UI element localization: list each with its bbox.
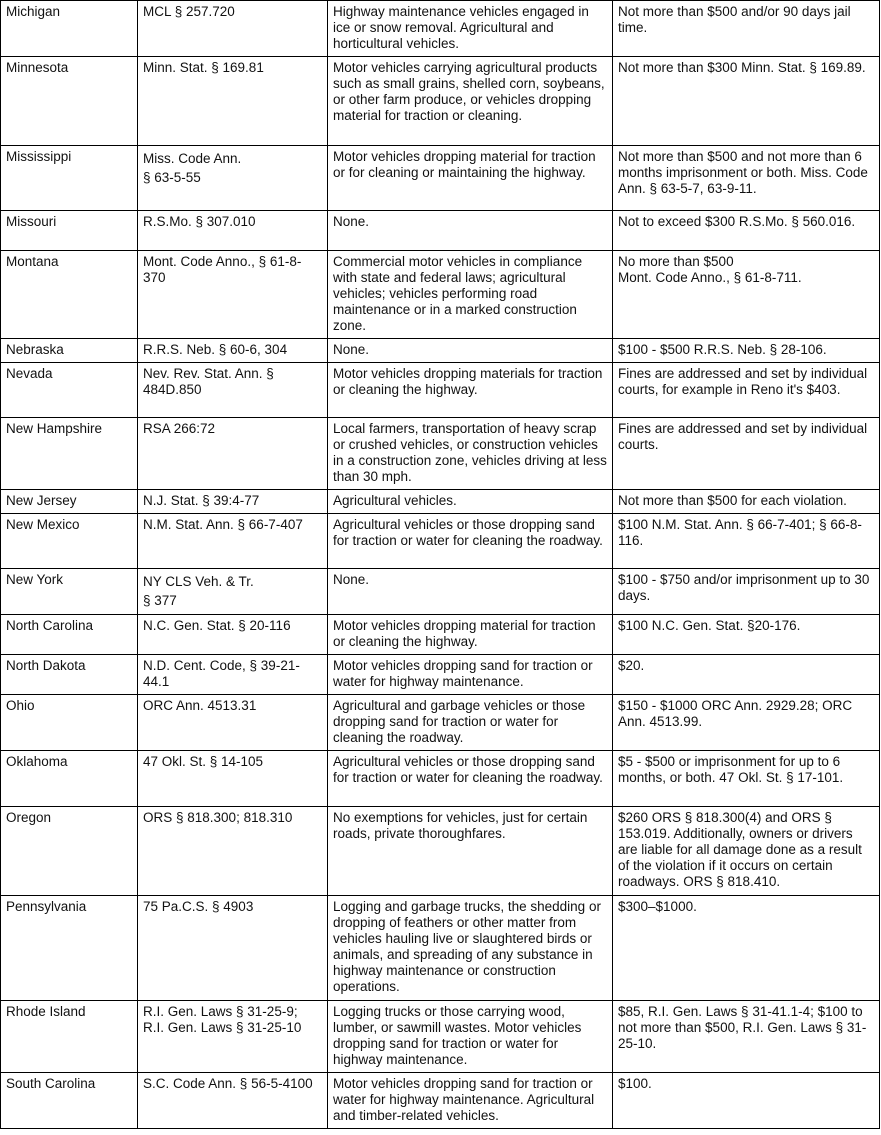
statute-cell: N.M. Stat. Ann. § 66-7-407 [138,514,328,569]
table-row [1,339,880,363]
state-cell: Missouri [1,211,138,251]
statute-cell: N.D. Cent. Code, § 39-21-44.1 [138,655,328,695]
exemptions-cell: Motor vehicles dropping materials for traction or cleaning the highway. [328,363,613,418]
statute-cell: R.S.Mo. § 307.010 [138,211,328,251]
statute-cell: S.C. Code Ann. § 56-5-4100 [138,1073,328,1129]
statute-cell: N.C. Gen. Stat. § 20-116 [138,615,328,655]
table-row [1,569,880,615]
penalty-cell: $150 - $1000 ORC Ann. 2929.28; ORC Ann. 4513.99. [613,695,880,751]
statute-cell: Nev. Rev. Stat. Ann. § 484D.850 [138,363,328,418]
table-row [1,1001,880,1073]
exemptions-cell: No exemptions for vehicles, just for certain roads, private thoroughfares. [328,807,613,896]
penalty-cell: $100 N.M. Stat. Ann. § 66-7-401; § 66-8-116. [613,514,880,569]
statute-cell: Mont. Code Anno., § 61-8-370 [138,251,328,339]
penalty-cell: No more than $500 Mont. Code Anno., § 61-8-711. [613,251,880,339]
exemptions-cell: Agricultural and garbage vehicles or those dropping sand for traction or water for cleaning the roadway. [328,695,613,751]
exemptions-cell: Motor vehicles dropping material for traction or cleaning the highway. [328,615,613,655]
table-row [1,363,880,418]
statute-cell: 47 Okl. St. § 14-105 [138,751,328,807]
table-row [1,490,880,514]
penalty-cell: Fines are addressed and set by individual courts. [613,418,880,490]
exemptions-cell: Logging trucks or those carrying wood, lumber, or sawmill wastes. Motor vehicles dropping sand for traction or water for highway maintenance. [328,1001,613,1073]
statute-cell: RSA 266:72 [138,418,328,490]
penalty-cell: Not more than $500 and/or 90 days jail time. [613,1,880,57]
state-cell: New Jersey [1,490,138,514]
penalty-cell: $100. [613,1073,880,1129]
penalty-cell: $85, R.I. Gen. Laws § 31-41.1-4; $100 to not more than $500, R.I. Gen. Laws § 31-25-10. [613,1001,880,1073]
table-row [1,418,880,490]
statute-cell: Minn. Stat. § 169.81 [138,57,328,146]
state-cell: New Mexico [1,514,138,569]
exemptions-cell: Motor vehicles dropping sand for traction or water for highway maintenance. [328,655,613,695]
table-row [1,655,880,695]
table-row [1,251,880,339]
state-cell: Montana [1,251,138,339]
penalty-cell: Not more than $500 for each violation. [613,490,880,514]
statute-cell: MCL § 257.720 [138,1,328,57]
penalty-cell: $100 N.C. Gen. Stat. §20-176. [613,615,880,655]
exemptions-cell: Agricultural vehicles or those dropping sand for traction or water for cleaning the roadway. [328,751,613,807]
state-cell: Nevada [1,363,138,418]
table-body [1,1,880,1129]
state-cell: Nebraska [1,339,138,363]
statute-cell: ORC Ann. 4513.31 [138,695,328,751]
state-cell: South Carolina [1,1073,138,1129]
exemptions-cell: Motor vehicles dropping material for traction or for cleaning or maintaining the highway. [328,146,613,211]
statute-cell: R.R.S. Neb. § 60-6, 304 [138,339,328,363]
state-cell: New York [1,569,138,615]
state-cell: North Dakota [1,655,138,695]
state-cell: Michigan [1,1,138,57]
table-row [1,807,880,896]
exemptions-cell: Motor vehicles dropping sand for traction or water for highway maintenance. Agricultural and timber-related vehicles. [328,1073,613,1129]
penalty-cell: $100 - $750 and/or imprisonment up to 30 days. [613,569,880,615]
table-row [1,615,880,655]
penalty-cell: $300–$1000. [613,896,880,1001]
exemptions-cell: Logging and garbage trucks, the shedding or dropping of feathers or other matter from vehicles hauling live or slaughtered birds or animals, and spreading of any substance in highway maintenance or construction operations. [328,896,613,1001]
statute-cell: R.I. Gen. Laws § 31-25-9; R.I. Gen. Laws § 31-25-10 [138,1001,328,1073]
exemptions-cell: Local farmers, transportation of heavy scrap or crushed vehicles, or construction vehicles in a construction zone, vehicles driving at less than 30 mph. [328,418,613,490]
statute-cell: NY CLS Veh. & Tr. § 377 [138,569,328,615]
penalty-cell: $5 - $500 or imprisonment for up to 6 months, or both. 47 Okl. St. § 17-101. [613,751,880,807]
penalty-cell: $260 ORS § 818.300(4) and ORS § 153.019. Additionally, owners or drivers are liable for all damage done as a result of the violation if it occurs on certain roadways. ORS § 818.410. [613,807,880,896]
exemptions-cell: Commercial motor vehicles in compliance with state and federal laws; agricultural vehicles; vehicles performing road maintenance or in a marked construction zone. [328,251,613,339]
table-row [1,751,880,807]
statute-cell: ORS § 818.300; 818.310 [138,807,328,896]
exemptions-cell: Highway maintenance vehicles engaged in ice or snow removal. Agricultural and horticultural vehicles. [328,1,613,57]
state-cell: Oregon [1,807,138,896]
penalty-cell: Not more than $300 Minn. Stat. § 169.89. [613,57,880,146]
exemptions-cell: None. [328,339,613,363]
penalty-cell: $100 - $500 R.R.S. Neb. § 28-106. [613,339,880,363]
table-row [1,211,880,251]
penalty-cell: Not more than $500 and not more than 6 months imprisonment or both. Miss. Code Ann. § 63-5-7, 63-9-11. [613,146,880,211]
table-row [1,57,880,146]
state-cell: Rhode Island [1,1001,138,1073]
state-cell: Minnesota [1,57,138,146]
statute-cell: N.J. Stat. § 39:4-77 [138,490,328,514]
penalty-cell: Not to exceed $300 R.S.Mo. § 560.016. [613,211,880,251]
statute-cell: Miss. Code Ann. § 63-5-55 [138,146,328,211]
state-cell: Mississippi [1,146,138,211]
state-cell: Oklahoma [1,751,138,807]
exemptions-cell: Motor vehicles carrying agricultural products such as small grains, shelled corn, soybeans, or other farm produce, or vehicles dropping material for traction or cleaning. [328,57,613,146]
state-cell: New Hampshire [1,418,138,490]
exemptions-cell: None. [328,211,613,251]
table-row [1,695,880,751]
table-row [1,514,880,569]
exemptions-cell: None. [328,569,613,615]
penalty-cell: Fines are addressed and set by individual courts, for example in Reno it's $403. [613,363,880,418]
table-row [1,146,880,211]
exemptions-cell: Agricultural vehicles or those dropping sand for traction or water for cleaning the roadway. [328,514,613,569]
statute-cell: 75 Pa.C.S. § 4903 [138,896,328,1001]
table-row [1,1,880,57]
state-cell: Pennsylvania [1,896,138,1001]
penalty-cell: $20. [613,655,880,695]
exemptions-cell: Agricultural vehicles. [328,490,613,514]
table-row [1,1073,880,1129]
table-row [1,896,880,1001]
state-cell: North Carolina [1,615,138,655]
state-cell: Ohio [1,695,138,751]
